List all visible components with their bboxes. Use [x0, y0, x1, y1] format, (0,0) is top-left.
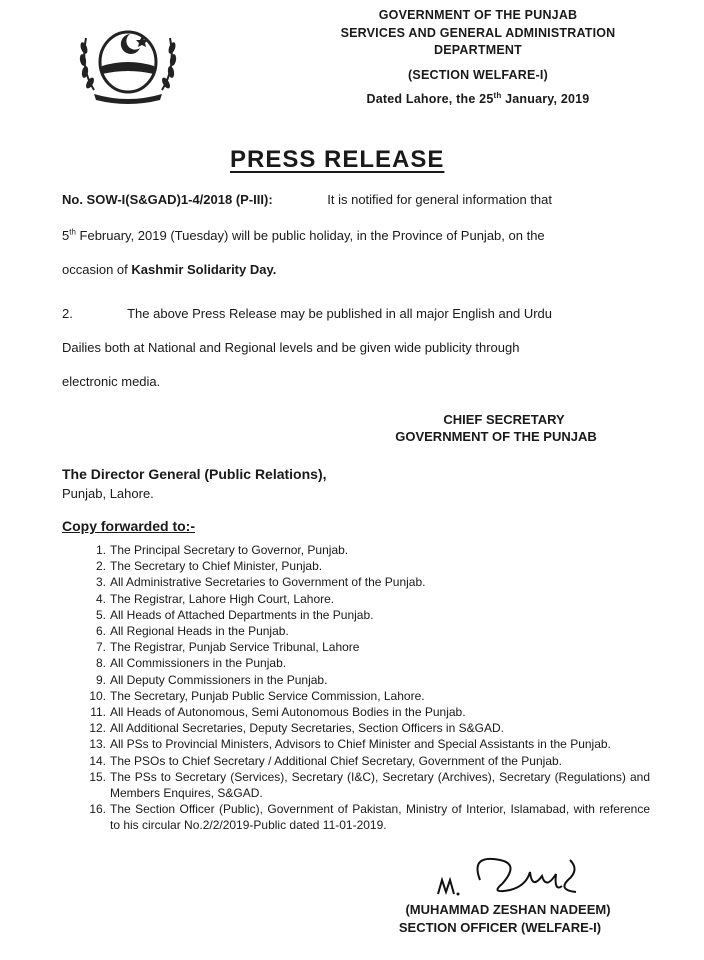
list-number: 8. [95, 656, 106, 671]
list-number: 5. [95, 607, 106, 622]
list-item [80, 720, 650, 736]
header-date [268, 92, 688, 106]
para1-line1 [62, 192, 628, 207]
list-text: The PSOs to Chief Secretary / Additional Chief Secretary, Government of the Punjab. [110, 753, 563, 768]
list-number: 13. [89, 737, 106, 752]
list-item [80, 704, 650, 720]
list-number: 4. [95, 591, 106, 606]
page-title: PRESS RELEASE [230, 146, 445, 173]
list-text: The Section Officer (Public), Government of Pakistan, Ministry of Interior, Islamabad, with reference to his circular No.2/2/2019-Public dated 11-01-2019. [110, 802, 650, 833]
list-number: 6. [95, 624, 106, 639]
copy-forwarded-list [80, 542, 650, 834]
list-item [80, 623, 650, 639]
holiday-ordinal: th [69, 227, 76, 237]
list-text: The PSs to Secretary (Services), Secretary (I&C), Secretary (Archives), Secretary (Regulations) and Members Enquires, S&GAD. [110, 769, 650, 801]
list-number: 16. [89, 802, 106, 817]
list-item [80, 769, 650, 801]
list-text: All Administrative Secretaries to Government of the Punjab. [110, 575, 426, 590]
list-number: 11. [90, 705, 106, 720]
para2-line3: electronic media. [62, 374, 161, 389]
header-government: GOVERNMENT OF THE PUNJAB [378, 8, 578, 22]
addressee-title: The Director General (Public Relations), [62, 466, 327, 482]
signature-icon [430, 850, 610, 904]
para1-line2 [62, 228, 628, 243]
list-number: 15. [89, 769, 106, 784]
list-item [80, 801, 650, 833]
list-text: All Heads of Autonomous, Semi Autonomous Bodies in the Punjab. [110, 705, 466, 720]
list-item [80, 655, 650, 671]
list-number: 14. [89, 753, 106, 768]
addressee-location: Punjab, Lahore. [62, 486, 154, 501]
para1-text-c: occasion of [62, 262, 132, 277]
date-suffix: January, 2019 [501, 92, 590, 106]
occasion-name: Kashmir Solidarity Day. [131, 262, 277, 277]
header-department-line1: SERVICES AND GENERAL ADMINISTRATION [340, 26, 616, 40]
list-number: 3. [95, 575, 106, 590]
list-number: 2. [95, 559, 106, 574]
list-number: 1. [95, 543, 106, 557]
date-prefix: Dated Lahore, the 25 [366, 92, 494, 106]
list-number: 7. [95, 640, 106, 655]
para2-text-1: The above Press Release may be published in all major English and Urdu [127, 306, 552, 321]
signatory-designation: SECTION OFFICER (WELFARE-I) [398, 920, 602, 935]
list-text: The Secretary, Punjab Public Service Commission, Lahore. [110, 688, 425, 703]
chief-secretary-title: CHIEF SECRETARY [443, 412, 565, 427]
list-text: All Deputy Commissioners in the Punjab. [110, 672, 328, 687]
list-item [80, 753, 650, 769]
punjab-emblem-icon [72, 20, 184, 106]
chief-secretary-office: GOVERNMENT OF THE PUNJAB [395, 429, 597, 444]
list-number: 12. [89, 721, 106, 736]
list-text: All PSs to Provincial Ministers, Advisors to Chief Minister and Special Assistants in the Punjab. [110, 737, 611, 752]
list-item [80, 574, 650, 590]
list-item [80, 542, 650, 558]
list-text: All Commissioners in the Punjab. [110, 656, 287, 671]
list-number: 9. [95, 672, 106, 687]
para2-line2: Dailies both at National and Regional levels and be given wide publicity through [62, 340, 520, 355]
list-item [80, 591, 650, 607]
list-text: The Registrar, Punjab Service Tribunal, Lahore [110, 640, 360, 655]
list-text: The Registrar, Lahore High Court, Lahore. [110, 591, 335, 606]
list-item [80, 672, 650, 688]
list-text: All Regional Heads in the Punjab. [110, 624, 289, 639]
para2-number: 2. [62, 306, 73, 321]
list-item [80, 639, 650, 655]
para1-text-b: February, 2019 (Tuesday) will be public holiday, in the Province of Punjab, on the [75, 228, 545, 243]
para1-line3 [62, 262, 628, 277]
holiday-day: 5 [62, 228, 70, 243]
date-ordinal: th [493, 90, 502, 100]
list-text: The Principal Secretary to Governor, Punjab. [110, 543, 349, 557]
list-text: All Heads of Attached Departments in the Punjab. [110, 607, 374, 622]
list-item [80, 736, 650, 752]
list-item [80, 607, 650, 623]
list-text: All Additional Secretaries, Deputy Secretaries, Section Officers in S&GAD. [110, 721, 504, 736]
list-number: 10. [89, 688, 106, 703]
header-department-line2: DEPARTMENT [434, 43, 522, 57]
reference-number: No. SOW-I(S&GAD)1-4/2018 (P-III): [62, 192, 273, 207]
list-text: The Secretary to Chief Minister, Punjab. [110, 559, 323, 574]
signatory-name: (MUHAMMAD ZESHAN NADEEM) [405, 902, 611, 917]
list-item [80, 688, 650, 704]
para1-text-a: It is notified for general information that [327, 192, 552, 207]
list-item [80, 558, 650, 574]
header-section: (SECTION WELFARE-I) [408, 68, 548, 82]
copy-forwarded-heading: Copy forwarded to:- [62, 518, 195, 534]
